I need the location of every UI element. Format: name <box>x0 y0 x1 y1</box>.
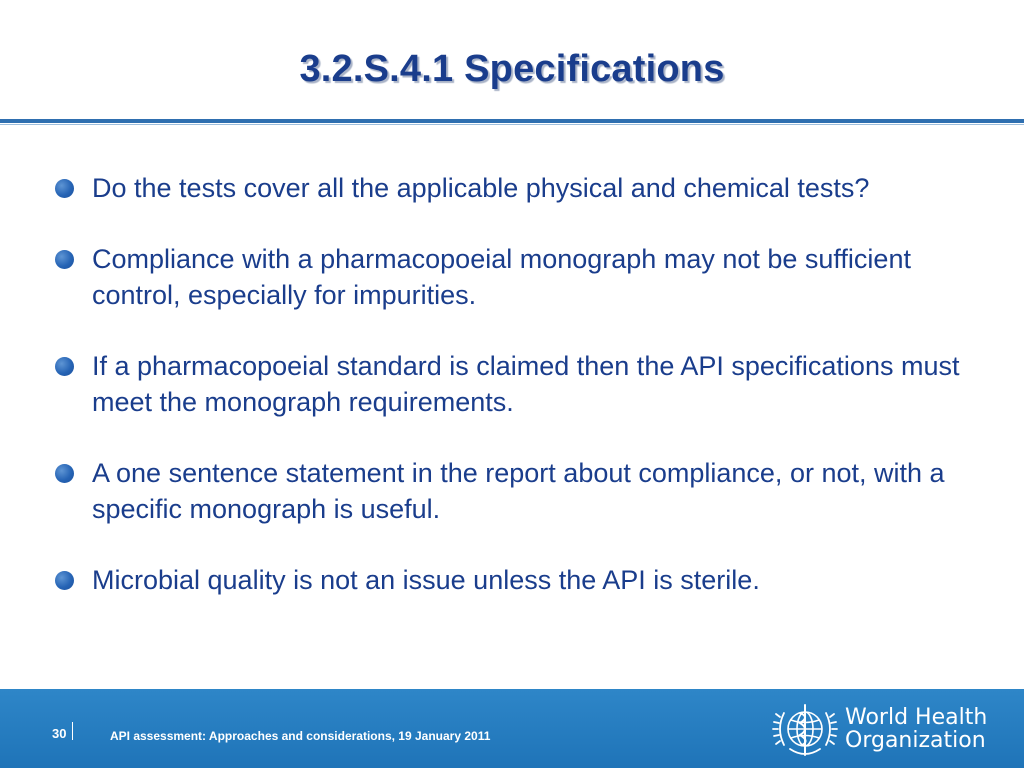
title-divider-thin <box>0 124 1024 125</box>
bullet-item <box>55 455 985 527</box>
bullet-dot-icon <box>55 464 74 483</box>
slide-title: 3.2.S.4.1 Specifications <box>299 48 725 90</box>
footer-bar <box>0 689 1024 768</box>
who-wordmark <box>845 706 1020 752</box>
who-wordmark-line1: World Health <box>845 705 988 730</box>
page-number-separator <box>72 722 73 740</box>
page-number: 30 <box>52 726 67 741</box>
bullet-dot-icon <box>55 179 74 198</box>
bullet-dot-icon <box>55 571 74 590</box>
bullet-item <box>55 241 985 313</box>
bullet-text: If a pharmacopoeial standard is claimed then the API specifications must meet the monograph requirements. <box>92 351 960 417</box>
bullet-text: Compliance with a pharmacopoeial monograph may not be sufficient control, especially for impurities. <box>92 244 911 310</box>
bullet-text: Do the tests cover all the applicable physical and chemical tests? <box>92 173 870 203</box>
who-emblem-icon <box>770 699 840 761</box>
bullet-item <box>55 170 985 206</box>
bullet-dot-icon <box>55 357 74 376</box>
footer-caption: API assessment: Approaches and considerations, 19 January 2011 <box>110 729 491 743</box>
bullet-item <box>55 562 985 598</box>
title-divider <box>0 119 1024 123</box>
who-wordmark-line2: Organization <box>845 728 986 753</box>
bullet-dot-icon <box>55 250 74 269</box>
bullet-list <box>55 170 985 633</box>
bullet-item <box>55 348 985 420</box>
bullet-text: Microbial quality is not an issue unless the API is sterile. <box>92 565 760 595</box>
bullet-text: A one sentence statement in the report about compliance, or not, with a specific monograph is useful. <box>92 458 945 524</box>
